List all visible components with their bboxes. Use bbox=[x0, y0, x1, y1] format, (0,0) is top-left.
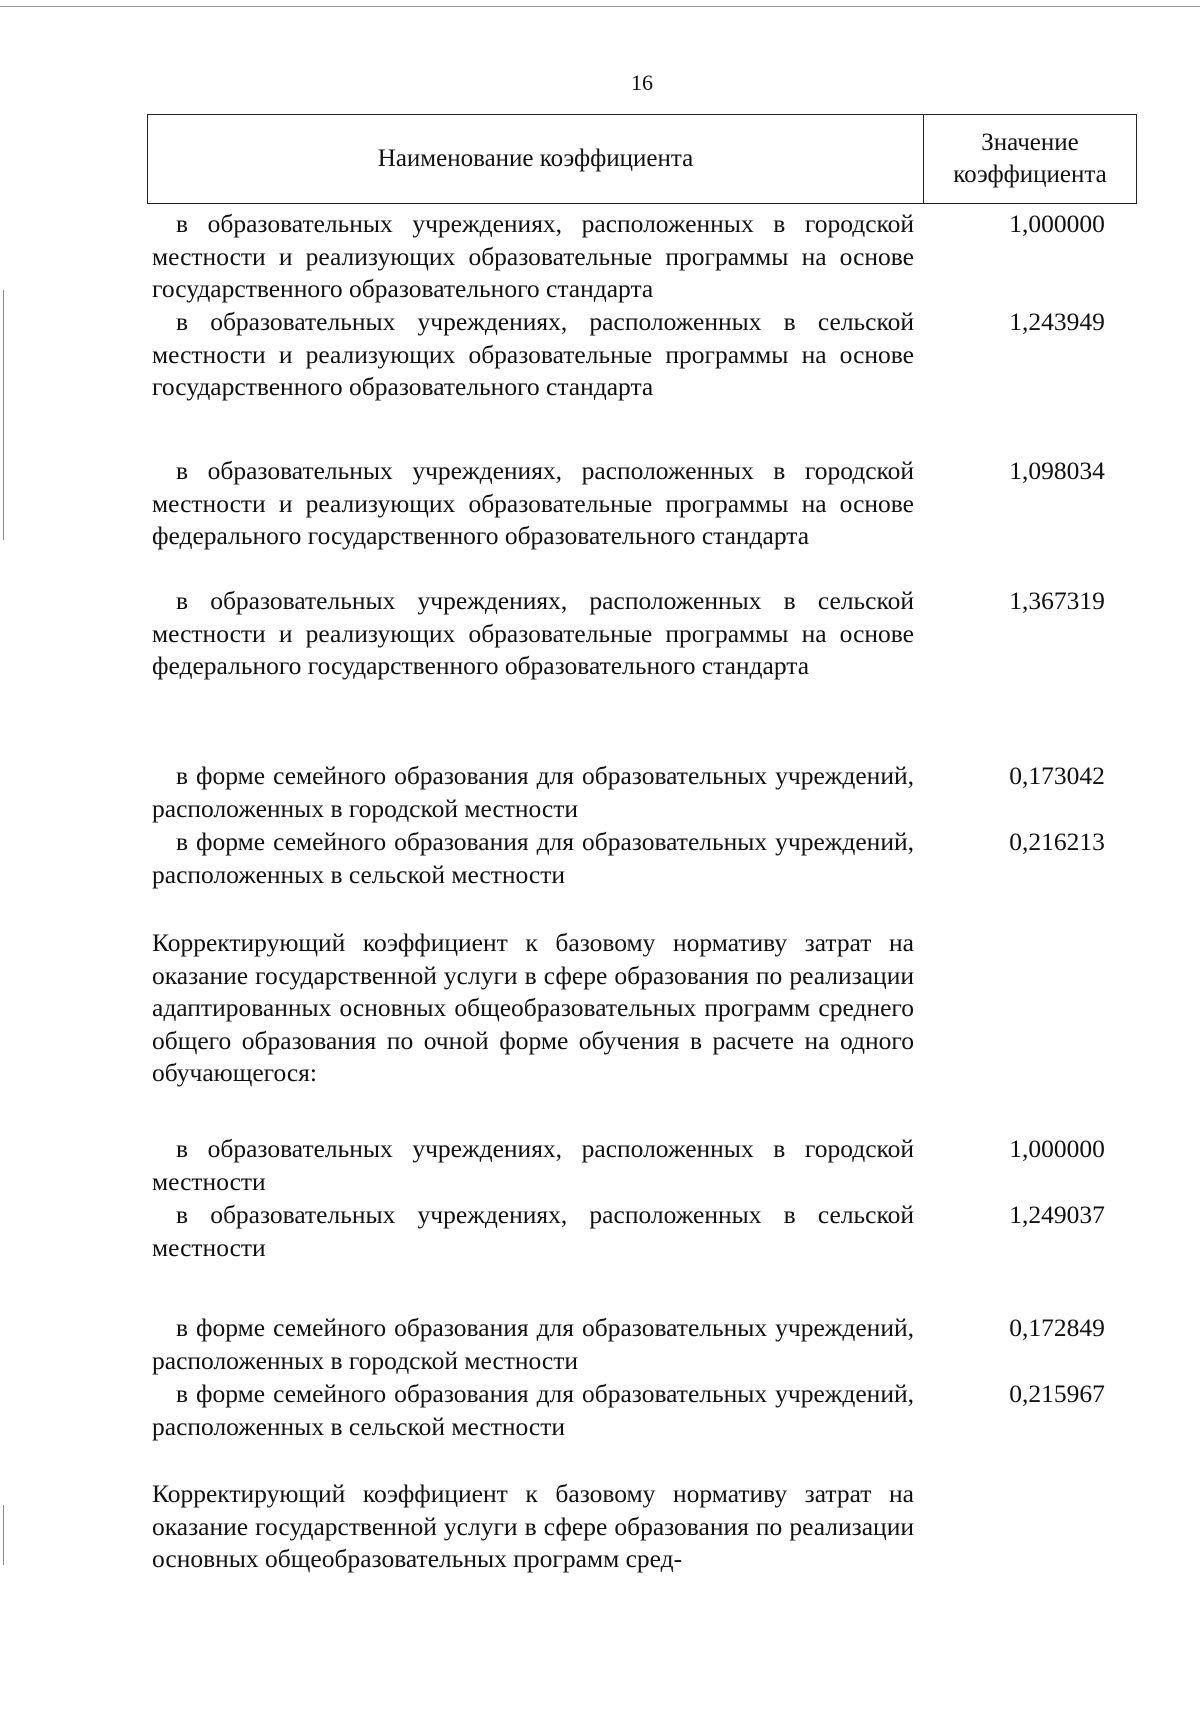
header-coefficient-value bbox=[924, 115, 1136, 203]
row-text: в образовательных учреждениях, расположенных в городской местности и реализующих образовательные программы на основе государственного образовательного стандарта bbox=[152, 209, 914, 303]
row-value: 0,172849 bbox=[1009, 1313, 1105, 1342]
row-text: в образовательных учреждениях, расположенных в сельской местности и реализующих образовательные программы на основе государственного образовательного стандарта bbox=[152, 307, 914, 401]
row-value: 1,249037 bbox=[1009, 1200, 1105, 1229]
row-value: 1,000000 bbox=[1009, 1134, 1105, 1163]
scan-top-edge bbox=[0, 6, 1200, 7]
header-coefficient-name: Наименование коэффициента bbox=[148, 115, 924, 203]
row-value: 1,098034 bbox=[1009, 456, 1105, 485]
section-paragraph: Корректирующий коэффициент к базовому нормативу затрат на оказание государственной услуги в сфере образования по реализации основных общеобразовательных программ сред- bbox=[152, 1479, 914, 1573]
table-row bbox=[152, 760, 1142, 825]
row-text: в образовательных учреждениях, расположенных в сельской местности и реализующих образовательные программы на основе федерального государственного образовательного стандарта bbox=[152, 586, 914, 680]
table-row bbox=[152, 1199, 1142, 1264]
table-row bbox=[152, 306, 1142, 404]
table-header bbox=[147, 114, 1137, 204]
row-text: в форме семейного образования для образовательных учреждений, расположенных в сельской местности bbox=[152, 1379, 914, 1441]
header-value-line1: Значение bbox=[981, 129, 1079, 156]
row-text: в форме семейного образования для образовательных учреждений, расположенных в сельской местности bbox=[152, 827, 914, 889]
row-value: 1,000000 bbox=[1009, 209, 1105, 238]
page-number: 16 bbox=[631, 70, 653, 95]
table-row bbox=[152, 455, 1142, 553]
header-value-line2: коэффициента bbox=[953, 161, 1107, 188]
section-paragraph: Корректирующий коэффициент к базовому нормативу затрат на оказание государственной услуги в сфере образования по реализации адаптированных основных общеобразовательных программ среднего общего образования по очной форме обучения в расчете на одного обучающегося: bbox=[152, 928, 914, 1087]
table-row bbox=[152, 585, 1142, 683]
row-value: 0,173042 bbox=[1009, 761, 1105, 790]
table-row bbox=[152, 1378, 1142, 1443]
row-text: в образовательных учреждениях, расположенных в сельской местности bbox=[152, 1200, 914, 1262]
row-value: 1,367319 bbox=[1009, 586, 1105, 615]
row-value: 1,243949 bbox=[1009, 307, 1105, 336]
row-value: 0,215967 bbox=[1009, 1379, 1105, 1408]
scan-left-edge-mark bbox=[3, 1505, 4, 1565]
row-text: в форме семейного образования для образовательных учреждений, расположенных в городской местности bbox=[152, 761, 914, 823]
row-text: в образовательных учреждениях, расположенных в городской местности и реализующих образовательные программы на основе федерального государственного образовательного стандарта bbox=[152, 456, 914, 550]
row-text: в образовательных учреждениях, расположенных в городской местности bbox=[152, 1134, 914, 1196]
table-row bbox=[152, 1133, 1142, 1198]
row-value: 0,216213 bbox=[1009, 827, 1105, 856]
table-row bbox=[152, 1312, 1142, 1377]
table-row bbox=[152, 208, 1142, 306]
scan-left-edge-mark bbox=[3, 290, 4, 540]
row-text: в форме семейного образования для образовательных учреждений, расположенных в городской местности bbox=[152, 1313, 914, 1375]
table-row bbox=[152, 826, 1142, 891]
